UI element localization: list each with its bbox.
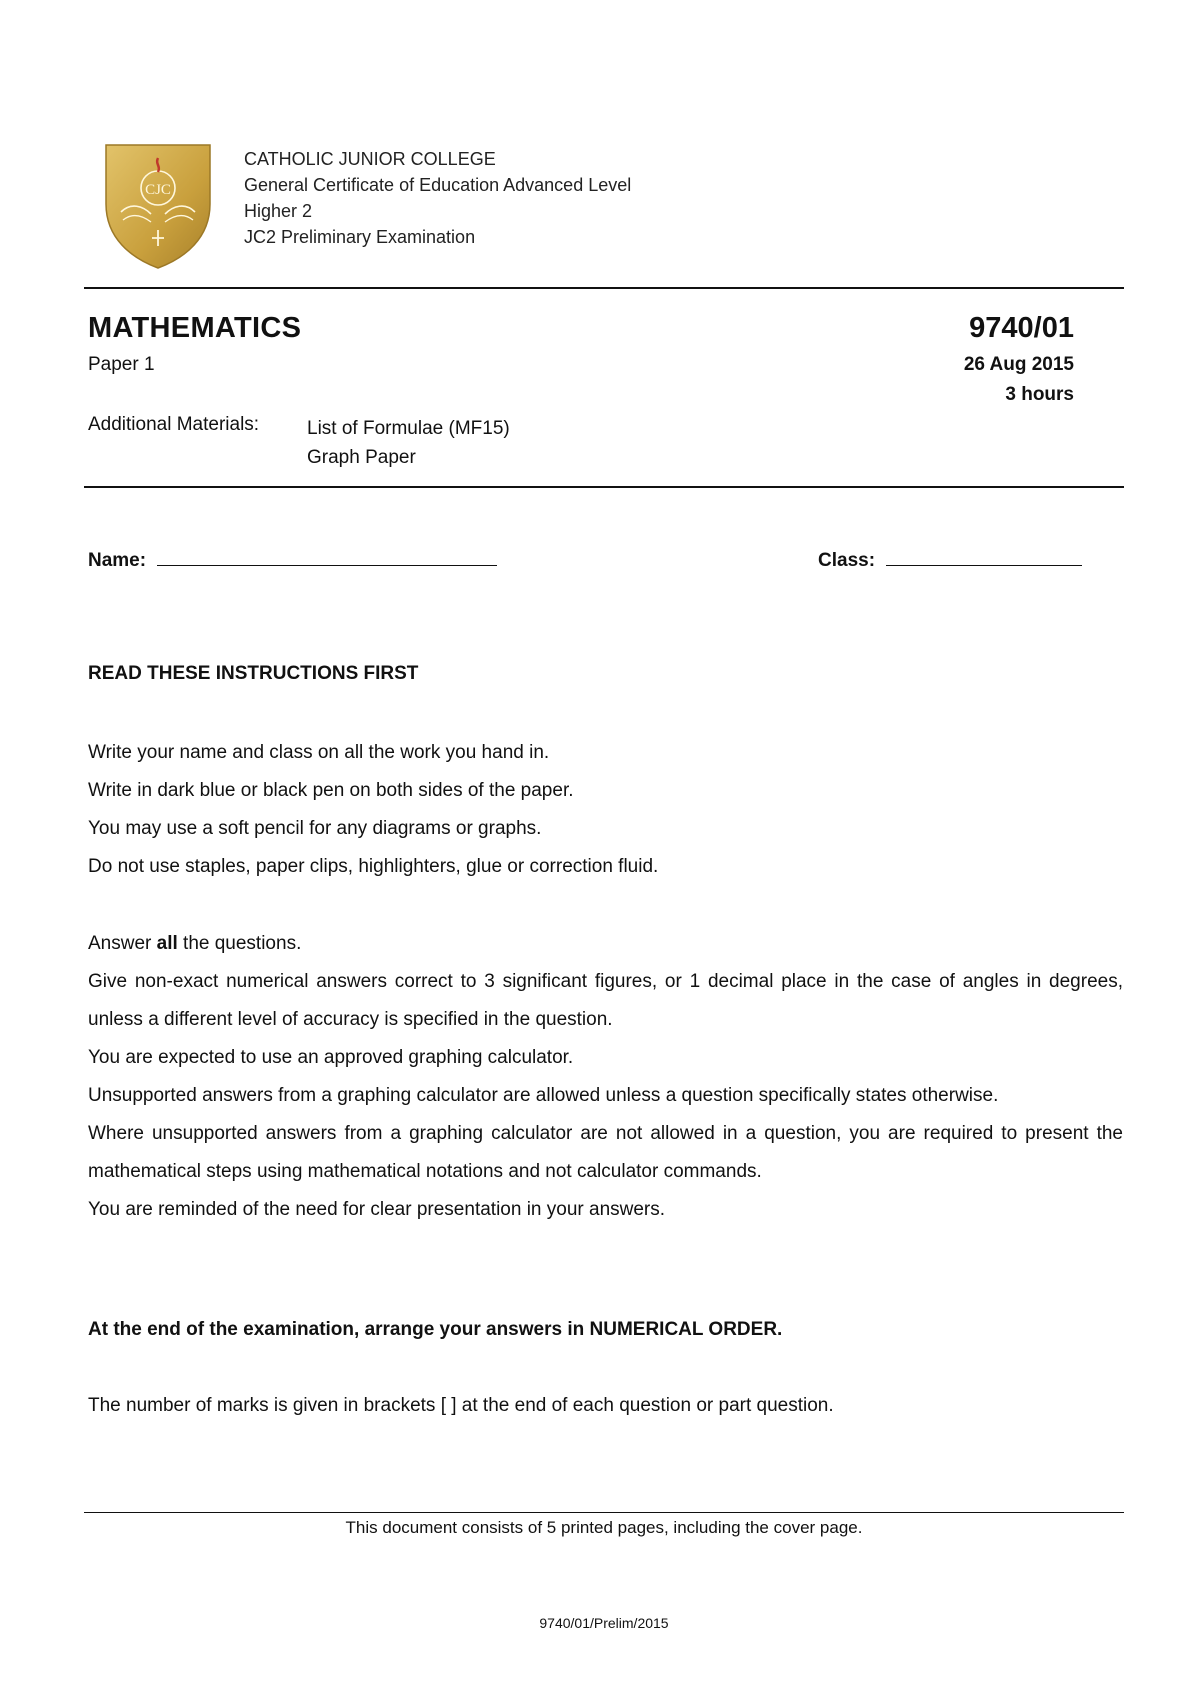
divider-middle: [84, 486, 1124, 488]
class-label: Class:: [818, 550, 876, 571]
divider-bottom: [84, 1512, 1124, 1513]
exam-duration: 3 hours: [1005, 384, 1074, 405]
instructions-group-2: [88, 925, 1123, 1229]
document-reference: 9740/01/Prelim/2015: [539, 1615, 669, 1631]
instruction-line: Unsupported answers from a graphing calculator are allowed unless a question specifically states otherwise.: [88, 1085, 999, 1106]
college-name: CATHOLIC JUNIOR COLLEGE: [244, 149, 496, 169]
instruction-line: Where unsupported answers from a graphing calculator are not allowed in a question, you are required to present the mathematical steps using mathematical notations and not calculator commands.: [88, 1123, 1123, 1182]
material-item: Graph Paper: [307, 447, 416, 468]
header-lines: [244, 146, 631, 250]
subject-title: MATHEMATICS: [88, 312, 302, 344]
class-blank-line[interactable]: [886, 545, 1082, 566]
instruction-line: Write your name and class on all the work you hand in.: [88, 742, 550, 763]
instructions-group-1: [88, 734, 1123, 886]
exam-name: JC2 Preliminary Examination: [244, 227, 476, 247]
instruction-line: You may use a soft pencil for any diagrams or graphs.: [88, 818, 542, 839]
exam-date: 26 Aug 2015: [963, 354, 1074, 375]
arrange-note: At the end of the examination, arrange your answers in NUMERICAL ORDER.: [88, 1319, 783, 1340]
answer-bold: all: [156, 933, 178, 954]
instruction-line: Do not use staples, paper clips, highlighters, glue or correction fluid.: [88, 856, 659, 877]
divider-top: [84, 287, 1124, 289]
paper-number: Paper 1: [88, 354, 155, 375]
marks-note: The number of marks is given in brackets [ ] at the end of each question or part question.: [88, 1395, 834, 1416]
college-crest-logo: [103, 142, 213, 270]
answer-pre: Answer: [88, 933, 157, 954]
certificate-name: General Certificate of Education Advanced Level: [244, 175, 632, 195]
instruction-line: Write in dark blue or black pen on both sides of the paper.: [88, 780, 574, 801]
material-item: List of Formulae (MF15): [307, 418, 510, 439]
instructions-heading: READ THESE INSTRUCTIONS FIRST: [88, 663, 419, 684]
materials-label: Additional Materials:: [88, 414, 260, 435]
name-field-row: [88, 545, 497, 572]
instruction-line: [88, 925, 1123, 963]
class-field-row: [818, 545, 1082, 572]
instruction-line: You are expected to use an approved graphing calculator.: [88, 1047, 574, 1068]
paper-code: 9740/01: [969, 312, 1074, 344]
name-blank-line[interactable]: [157, 545, 497, 566]
materials-list: [307, 414, 510, 472]
svg-text:CJC: CJC: [145, 182, 171, 198]
instruction-line: Give non-exact numerical answers correct to 3 significant figures, or 1 decimal place in the case of angles in degrees, unless a different level of accuracy is specified in the question.: [88, 971, 1123, 1030]
name-label: Name:: [88, 550, 147, 571]
instruction-line: You are reminded of the need for clear presentation in your answers.: [88, 1199, 666, 1220]
page-count-note: This document consists of 5 printed pages, including the cover page.: [345, 1518, 863, 1537]
answer-post: the questions.: [177, 933, 302, 954]
level-name: Higher 2: [244, 201, 313, 221]
